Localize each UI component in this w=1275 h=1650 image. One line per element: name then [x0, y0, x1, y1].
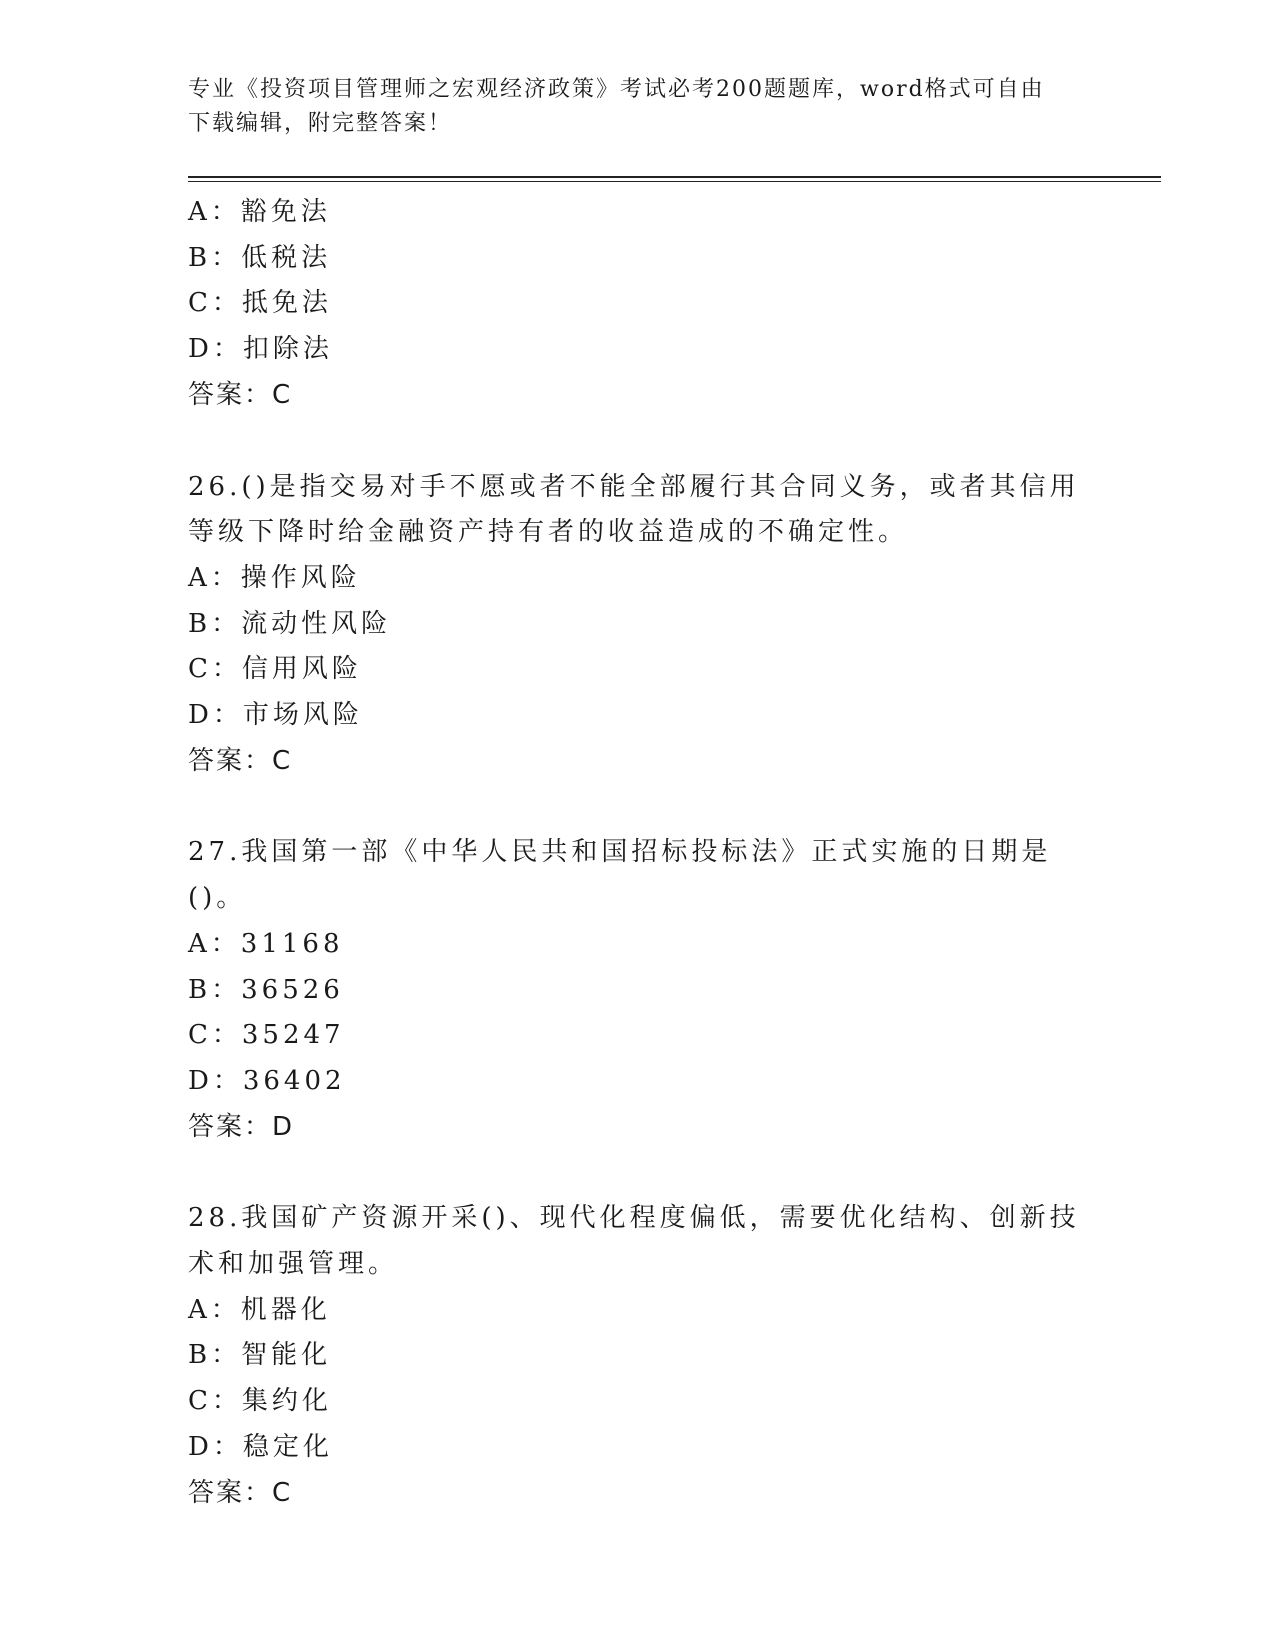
- question-text: 28.我国矿产资源开采()、现代化程度偏低，需要优化结构、创新技术和加强管理。: [188, 1203, 1080, 1280]
- option-d: D：稳定化: [188, 1431, 333, 1462]
- answer: 答案：C: [188, 1477, 293, 1508]
- question-25: [188, 190, 1088, 419]
- question-28: [188, 1196, 1088, 1516]
- option-d: D：扣除法: [188, 334, 333, 365]
- header-divider: [188, 176, 1161, 178]
- option-d: D：36402: [188, 1065, 346, 1096]
- option-d: D：市场风险: [188, 700, 363, 731]
- document-header: 专业《投资项目管理师之宏观经济政策》考试必考200题题库，word格式可自由下载编辑，附完整答案！: [188, 77, 1045, 136]
- question-text: 26.()是指交易对手不愿或者不能全部履行其合同义务，或者其信用等级下降时给金融资产持有者的收益造成的不确定性。: [188, 471, 1080, 548]
- option-c: C：集约化: [188, 1386, 332, 1417]
- question-list: [188, 190, 1088, 1516]
- option-b: B：36526: [188, 974, 344, 1005]
- option-c: C：信用风险: [188, 654, 362, 685]
- option-c: C：抵免法: [188, 288, 332, 319]
- answer: 答案：D: [188, 1111, 295, 1142]
- header-divider-thin: [188, 181, 1161, 182]
- option-a: A：机器化: [188, 1294, 331, 1325]
- option-b: B：智能化: [188, 1340, 332, 1371]
- option-a: A：31168: [188, 928, 344, 959]
- question-text: 27.我国第一部《中华人民共和国招标投标法》正式实施的日期是()。: [188, 837, 1052, 914]
- option-b: B：低税法: [188, 242, 332, 273]
- option-c: C：35247: [188, 1020, 345, 1051]
- answer: 答案：C: [188, 379, 293, 410]
- option-b: B：流动性风险: [188, 608, 392, 639]
- question-27: [188, 830, 1088, 1150]
- option-a: A：操作风险: [188, 562, 361, 593]
- answer: 答案：C: [188, 745, 293, 776]
- question-26: [188, 465, 1088, 785]
- option-a: A：豁免法: [188, 197, 331, 227]
